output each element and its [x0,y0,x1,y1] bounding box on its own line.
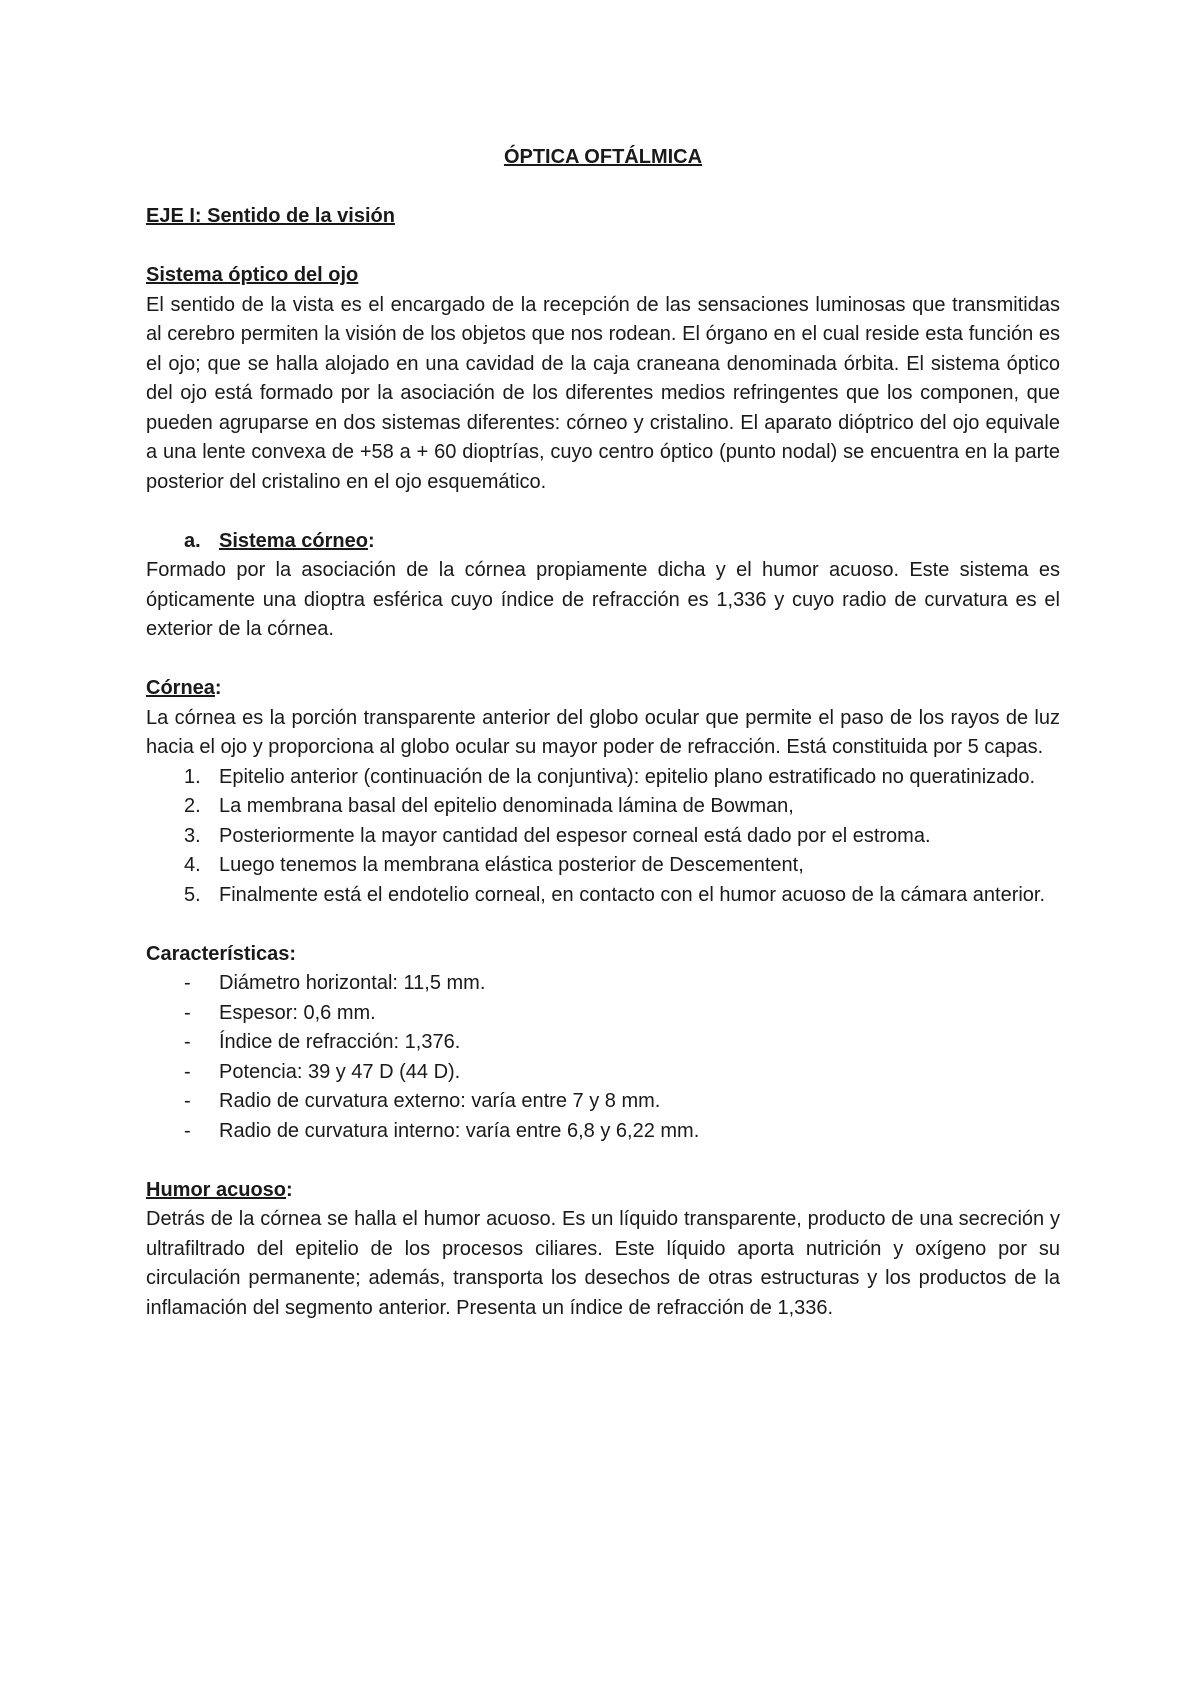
axis-heading: EJE I: Sentido de la visión [146,205,395,227]
list-item [146,763,1060,793]
cornea-heading [146,674,1060,704]
characteristics-heading: Características: [146,942,297,965]
list-item [146,969,1060,999]
spacer [146,910,1060,940]
corneal-system-label: Sistema córneo [219,529,368,552]
list-item-text: Posteriormente la mayor cantidad del espesor corneal está dado por el estroma. [219,824,931,847]
list-marker: - [184,1119,191,1142]
aqueous-humor-heading [146,1176,1060,1206]
spacer [146,497,1060,527]
list-item-text: Epitelio anterior (continuación de la conjuntiva): epitelio plano estratificado no queratinizado. [219,765,1036,788]
list-item [146,822,1060,852]
list-marker: 1. [184,765,201,788]
cornea-paragraph: La córnea es la porción transparente anterior del globo ocular que permite el paso de los rayos de luz hacia el ojo y proporciona al globo ocular su mayor poder de refracción. Está constituida por 5 capas. [146,706,1060,758]
list-marker: - [184,1031,191,1053]
list-marker: - [184,1090,191,1112]
list-item-text: Índice de refracción: 1,376. [219,1031,461,1053]
list-marker: 4. [184,854,201,876]
list-item-text: Finalmente está el endotelio corneal, en contacto con el humor acuoso de la cámara anterior. [219,883,1046,906]
list-item-text: Diámetro horizontal: 11,5 mm. [219,972,486,994]
corneal-system-heading [146,527,1060,557]
document-title: ÓPTICA OFTÁLMICA [503,146,703,168]
aqueous-humor-colon: : [286,1178,293,1201]
list-item-text: Potencia: 39 y 47 D (44 D). [219,1060,461,1083]
list-item [146,792,1060,822]
list-item [146,851,1060,881]
list-marker: 2. [184,795,201,817]
optic-system-paragraph: El sentido de la vista es el encargado de la recepción de las sensaciones luminosas que transmitidas al cerebro permiten la visión de los objetos que nos rodean. El órgano en el cual reside esta función es el ojo; que se halla alojado en una cavidad de la caja craneana denominada órbita. El sistema óptico del ojo está formado por la asociación de los diferentes medios refringentes que los componen, que pueden agruparse en dos sistemas diferentes: córneo y cristalino. El aparato dióptrico del ojo equivale a una lente convexa de +58 a + 60 dioptrías, cuyo centro óptico (punto nodal) se encuentra en la parte posterior del cristalino en el ojo esquemático. [146,293,1060,493]
list-item-text: La membrana basal del epitelio denominada lámina de Bowman, [219,795,794,817]
list-marker: - [184,1060,191,1083]
list-item-text: Luego tenemos la membrana elástica posterior de Descementent, [219,854,804,876]
aqueous-humor-paragraph: Detrás de la córnea se halla el humor acuoso. Es un líquido transparente, producto de una secreción y ultrafiltrado del epitelio de los procesos ciliares. Este líquido aporta nutrición y oxígeno por su circulación permanente; además, transporta los desechos de otras estructuras y los productos de la inflamación del segmento anterior. Presenta un índice de refracción de 1,336. [146,1208,1060,1319]
list-item-text: Espesor: 0,6 mm. [219,1001,376,1024]
cornea-label: Córnea [146,677,215,699]
cornea-colon: : [214,677,222,699]
spacer [146,173,1060,203]
list-item-text: Radio de curvatura interno: varía entre 6,8 y 6,22 mm. [219,1119,700,1142]
list-item [146,1028,1060,1058]
characteristics-list [146,969,1060,1146]
list-marker: 3. [184,824,201,847]
spacer [146,1146,1060,1176]
list-item [146,999,1060,1029]
corneal-system-letter: a. [184,529,201,552]
spacer [146,645,1060,675]
corneal-system-paragraph: Formado por la asociación de la córnea propiamente dicha y el humor acuoso. Este sistema es ópticamente una dioptra esférica cuyo índice de refracción es 1,336 y cuyo radio de curvatura es el exterior de la córnea. [146,559,1060,640]
list-item [146,1117,1060,1147]
list-item [146,881,1060,911]
list-item [146,1087,1060,1117]
document-page [146,143,1060,1323]
aqueous-humor-label: Humor acuoso [146,1178,287,1201]
list-marker: 5. [184,883,201,906]
corneal-system-colon: : [367,529,375,552]
list-item [146,1058,1060,1088]
list-marker: - [184,1001,191,1024]
list-item-text: Radio de curvatura externo: varía entre 7 y 8 mm. [219,1090,661,1112]
list-marker: - [184,972,191,994]
optic-system-heading: Sistema óptico del ojo [146,264,359,286]
spacer [146,232,1060,262]
cornea-layers-list [146,763,1060,911]
